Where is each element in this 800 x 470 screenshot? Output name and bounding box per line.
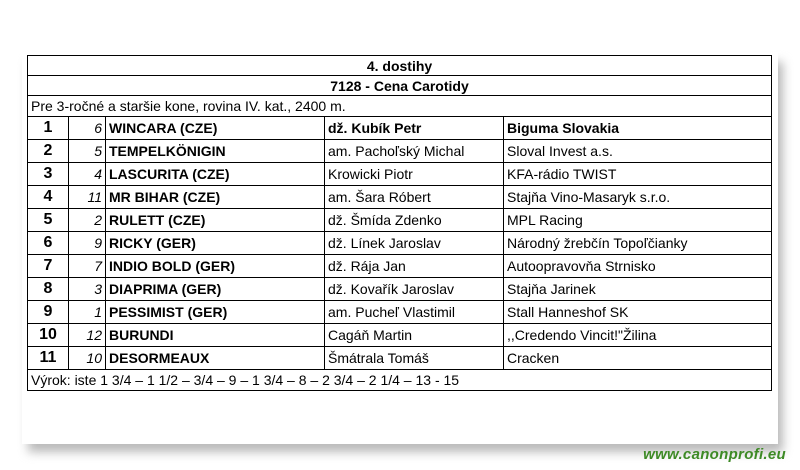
place-cell: 3 [28,163,69,186]
jockey-cell: am. Šara Róbert [325,186,504,209]
owner-cell: Sloval Invest a.s. [504,140,772,163]
number-cell: 4 [69,163,106,186]
number-cell: 7 [69,255,106,278]
result-row [28,301,772,324]
jockey-cell: dž. Línek Jaroslav [325,232,504,255]
result-row [28,186,772,209]
place-cell: 8 [28,278,69,301]
owner-cell: MPL Racing [504,209,772,232]
horse-cell: PESSIMIST (GER) [106,301,325,324]
number-cell: 2 [69,209,106,232]
result-row [28,209,772,232]
horse-cell: WINCARA (CZE) [106,117,325,140]
horse-cell: LASCURITA (CZE) [106,163,325,186]
jockey-cell: dž. Kubík Petr [325,117,504,140]
owner-cell: Stall Hanneshof SK [504,301,772,324]
owner-cell: Biguma Slovakia [504,117,772,140]
horse-cell: DIAPRIMA (GER) [106,278,325,301]
result-row [28,255,772,278]
results-table [27,55,772,391]
number-cell: 9 [69,232,106,255]
number-cell: 12 [69,324,106,347]
number-cell: 5 [69,140,106,163]
owner-cell: Stajňa Jarinek [504,278,772,301]
watermark: www.canonprofi.eu [643,446,786,463]
place-cell: 6 [28,232,69,255]
number-cell: 6 [69,117,106,140]
horse-cell: RICKY (GER) [106,232,325,255]
owner-cell: Stajňa Vino-Masaryk s.r.o. [504,186,772,209]
result-row [28,347,772,370]
place-cell: 10 [28,324,69,347]
place-cell: 11 [28,347,69,370]
jockey-cell: Cagáň Martin [325,324,504,347]
results-sheet [22,52,778,444]
result-row [28,140,772,163]
jockey-cell: am. Pachoľský Michal [325,140,504,163]
jockey-cell: am. Pucheľ Vlastimil [325,301,504,324]
place-cell: 4 [28,186,69,209]
horse-cell: RULETT (CZE) [106,209,325,232]
horse-cell: MR BIHAR (CZE) [106,186,325,209]
horse-cell: DESORMEAUX [106,347,325,370]
race-name: 7128 - Cena Carotidy [28,76,772,96]
place-cell: 1 [28,117,69,140]
jockey-cell: dž. Šmída Zdenko [325,209,504,232]
owner-cell: Cracken [504,347,772,370]
number-cell: 1 [69,301,106,324]
horse-cell: BURUNDI [106,324,325,347]
result-row [28,324,772,347]
result-row [28,232,772,255]
jockey-cell: Krowicki Piotr [325,163,504,186]
owner-cell: ,,Credendo Vincit!"Žilina [504,324,772,347]
place-cell: 9 [28,301,69,324]
number-cell: 3 [69,278,106,301]
jockey-cell: dž. Rája Jan [325,255,504,278]
margins-row [28,370,772,391]
race-conditions: Pre 3-ročné a staršie kone, rovina IV. kat., 2400 m. [28,96,772,117]
number-cell: 11 [69,186,106,209]
owner-cell: Národný žrebčín Topoľčianky [504,232,772,255]
margins-text: Výrok: iste 1 3/4 – 1 1/2 – 3/4 – 9 – 1 3/4 – 8 – 2 3/4 – 2 1/4 – 13 - 15 [28,370,772,391]
result-row [28,117,772,140]
number-cell: 10 [69,347,106,370]
jockey-cell: dž. Kovařík Jaroslav [325,278,504,301]
race-heading: 4. dostihy [28,56,772,76]
place-cell: 2 [28,140,69,163]
owner-cell: Autoopravovňa Strnisko [504,255,772,278]
owner-cell: KFA-rádio TWIST [504,163,772,186]
result-row [28,163,772,186]
jockey-cell: Šmátrala Tomáš [325,347,504,370]
place-cell: 7 [28,255,69,278]
horse-cell: INDIO BOLD (GER) [106,255,325,278]
result-row [28,278,772,301]
horse-cell: TEMPELKÖNIGIN [106,140,325,163]
place-cell: 5 [28,209,69,232]
